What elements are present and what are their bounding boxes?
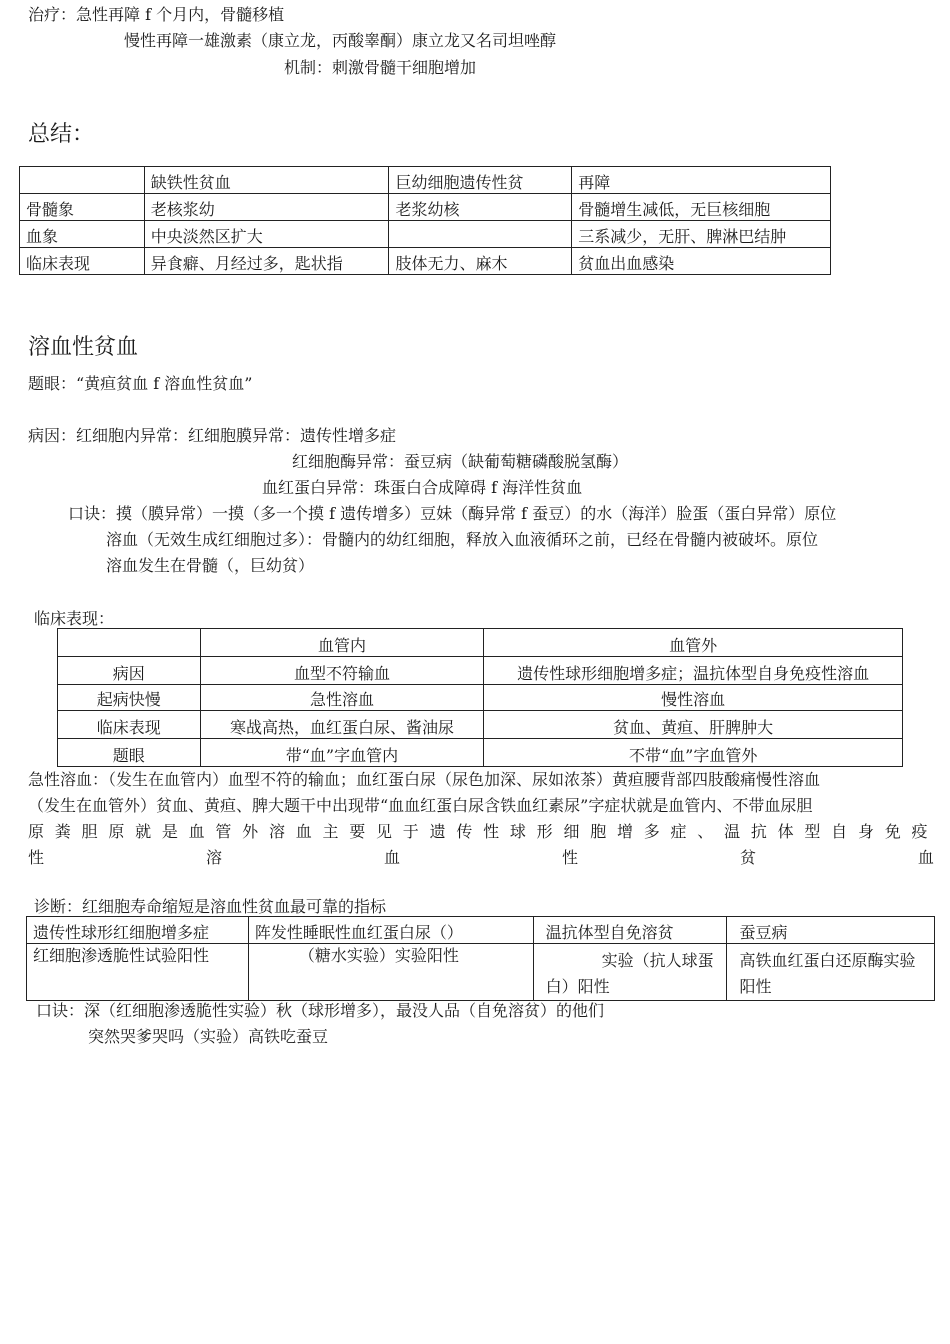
summary-header-cell — [20, 167, 145, 194]
clinical-table — [57, 628, 903, 767]
clinical-row — [58, 711, 903, 739]
clinical-cell: 临床表现 — [58, 711, 201, 739]
summary-cell: 中央淡然区扩大 — [144, 221, 389, 248]
diagnosis-header-cell: 阵发性睡眠性血红蛋白尿（） — [248, 917, 533, 944]
clinical-paragraph-line-1: 急性溶血：（发生在血管内）血型不符的输血；血红蛋白尿（尿色加深、尿如浓茶）黄疸腰背部四肢酸痛慢性溶血 — [28, 770, 821, 789]
summary-row — [20, 248, 831, 275]
summary-cell: 骨髓象 — [20, 194, 145, 221]
summary-cell: 肢体无力、麻木 — [389, 248, 572, 275]
clinical-cell: 带“血”字血管内 — [200, 739, 484, 767]
clinical-cell: 题眼 — [58, 739, 201, 767]
diagnosis-cell: 实验（抗人球蛋白）阳性 — [533, 944, 727, 1001]
clinical-cell: 遗传性球形细胞增多症；温抗体型自身免疫性溶血 — [484, 657, 903, 685]
diagnosis-row — [27, 944, 935, 1001]
clinical-cell: 不带“血”字血管外 — [484, 739, 903, 767]
clinical-paragraph-line-2: （发生在血管外）贫血、黄疸、脾大题干中出现带“血血红蛋白尿含铁血红素尿”字症状就是血管内、不带血尿胆 — [28, 796, 813, 815]
diagnosis-header-cell: 遗传性球形红细胞增多症 — [27, 917, 249, 944]
clinical-cell: 寒战高热，血红蛋白尿、酱油尿 — [200, 711, 484, 739]
clinical-paragraph-line-3: 原粪胆原就是血管外溶血主要见于遗传性球形细胞增多症、温抗体型自身免疫 — [28, 822, 934, 841]
summary-table — [19, 166, 831, 275]
diagnosis-header-cell: 温抗体型自免溶贫 — [533, 917, 727, 944]
clinical-row — [58, 657, 903, 685]
treatment-line-3: 机制：刺激骨髓干细胞增加 — [284, 58, 477, 77]
summary-header-cell: 再障 — [572, 167, 831, 194]
para-word: 溶 — [205, 848, 222, 867]
treatment-line-2: 慢性再障一雄激素（康立龙，丙酸睾酮）康立龙又名司坦唑醇 — [124, 31, 557, 50]
clinical-row — [58, 739, 903, 767]
summary-cell: 老浆幼核 — [389, 194, 572, 221]
clinical-paragraph-line-4 — [28, 845, 934, 871]
clinical-header-cell: 血管内 — [200, 629, 484, 657]
clinical-row — [58, 685, 903, 711]
summary-header-row — [20, 167, 831, 194]
summary-cell: 三系减少，无肝、脾淋巴结肿 — [572, 221, 831, 248]
diagnosis-table — [26, 916, 935, 1001]
summary-row — [20, 194, 831, 221]
diagnosis-label: 诊断：红细胞寿命缩短是溶血性贫血最可靠的指标 — [34, 897, 387, 916]
cause-line-1: 病因：红细胞内异常：红细胞膜异常：遗传性增多症 — [28, 426, 397, 445]
summary-cell: 异食癖、月经过多，匙状指 — [144, 248, 389, 275]
treatment-line-1: 治疗：急性再障 f 个月内，骨髓移植 — [28, 5, 285, 24]
diagnosis-cell: 红细胞渗透脆性试验阳性 — [27, 944, 249, 1001]
diagnosis-header-row — [27, 917, 935, 944]
para-word: 性 — [28, 848, 45, 867]
summary-cell: 临床表现 — [20, 248, 145, 275]
clinical-cell: 贫血、黄疸、肝脾肿大 — [484, 711, 903, 739]
mnemonic-line-3: 溶血发生在骨髓（，巨幼贫） — [106, 556, 315, 575]
cause-line-3: 血红蛋白异常：珠蛋白合成障碍 f 海洋性贫血 — [262, 478, 583, 497]
hemolytic-title: 溶血性贫血 — [28, 335, 139, 360]
clinical-cell: 起病快慢 — [58, 685, 201, 711]
cause-line-2: 红细胞酶异常：蚕豆病（缺葡萄糖磷酸脱氢酶） — [292, 452, 629, 471]
diagnosis-mnemonic-1: 口诀：深（红细胞渗透脆性实验）秋（球形增多），最没人品（自免溶贫）的他们 — [36, 1001, 605, 1020]
summary-cell: 骨髓增生减低，无巨核细胞 — [572, 194, 831, 221]
para-word: 性 — [561, 848, 578, 867]
summary-header-cell: 巨幼细胞遗传性贫 — [389, 167, 572, 194]
clinical-cell: 急性溶血 — [200, 685, 484, 711]
clinical-header-cell: 血管外 — [484, 629, 903, 657]
clinical-header-cell — [58, 629, 201, 657]
clinical-label: 临床表现： — [34, 609, 115, 628]
para-word: 血 — [917, 848, 934, 867]
mnemonic-line-2: 溶血（无效生成红细胞过多）：骨髓内的幼红细胞，释放入血液循环之前，已经在骨髓内被破坏。原位 — [106, 530, 819, 549]
summary-cell: 血象 — [20, 221, 145, 248]
diagnosis-cell: 高铁血红蛋白还原酶实验阳性 — [727, 944, 935, 1001]
clinical-cell: 病因 — [58, 657, 201, 685]
summary-cell — [389, 221, 572, 248]
diagnosis-cell: （糖水实验）实验阳性 — [248, 944, 533, 1001]
summary-cell: 老核浆幼 — [144, 194, 389, 221]
diagnosis-header-cell: 蚕豆病 — [727, 917, 935, 944]
para-word: 贫 — [739, 848, 756, 867]
summary-row — [20, 221, 831, 248]
summary-cell: 贫血出血感染 — [572, 248, 831, 275]
diagnosis-mnemonic-2: 突然哭爹哭吗（实验）高铁吃蚕豆 — [88, 1027, 329, 1046]
mnemonic-line-1: 口诀：摸（膜异常）一摸（多一个摸 f 遗传增多）豆妹（酶异常 f 蚕豆）的水（海洋）脸蛋（蛋白异常）原位 — [68, 504, 837, 523]
clinical-cell: 慢性溶血 — [484, 685, 903, 711]
summary-header-cell: 缺铁性贫血 — [144, 167, 389, 194]
clinical-header-row — [58, 629, 903, 657]
hemolytic-keyword: 题眼：“黄疸贫血 f 溶血性贫血” — [28, 374, 253, 393]
clinical-cell: 血型不符输血 — [200, 657, 484, 685]
summary-title: 总结： — [28, 122, 95, 147]
para-word: 血 — [383, 848, 400, 867]
